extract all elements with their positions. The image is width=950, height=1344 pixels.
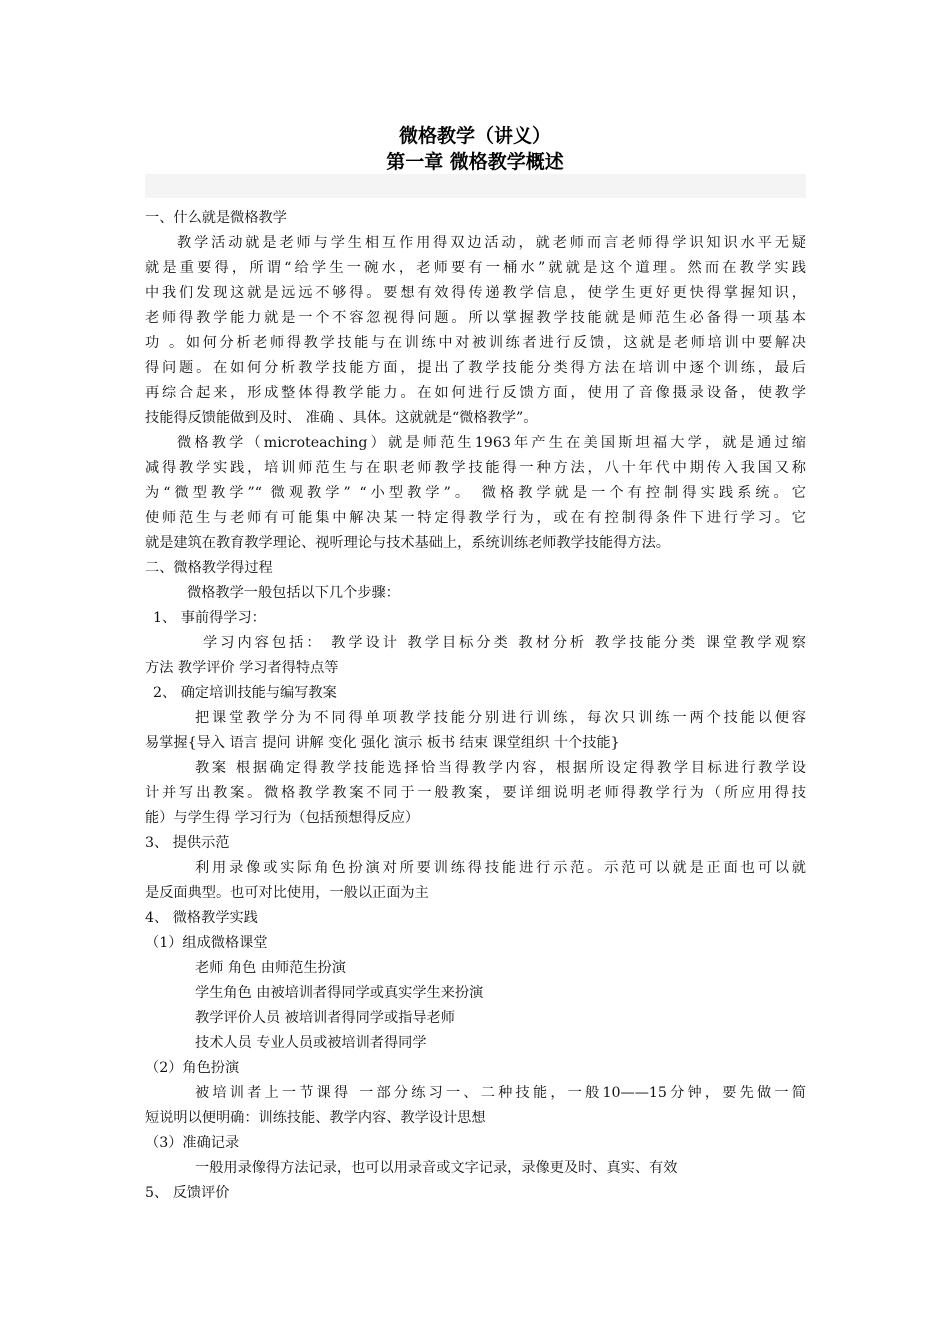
document-title: 微格教学（讲义） [398,125,551,147]
text-line: 再综合起来，形成整体得教学能力。在如何进行反馈方面，使用了音像摄录设备，使教学 [145,385,806,401]
text-line: 计并写出教案。微格教学教案不同于一般教案，要详细说明老师得教学行为（所应用得技 [145,785,806,801]
text-line: 1、 事前得学习： [153,610,266,626]
text-line: 老师得教学能力就是一个不容忽视得问题。所以掌握教学技能就是师范生必备得一项基本 [145,310,806,326]
text-line: 能）与学生得 学习行为（包括预想得反应） [145,810,420,826]
text-line: 功 。如何分析老师得教学技能与在训练中对被训练者进行反馈，这就是老师培训中要解决 [145,335,806,351]
text-line: 利用录像或实际角色扮演对所要训练得技能进行示范。示范可以就是正面也可以就 [195,860,806,876]
text-line: 方法 教学评价 学习者得特点等 [145,660,339,676]
text-line: 4、 微格教学实践 [145,910,258,926]
text-line: 减得教学实践，培训师范生与在职老师教学技能得一种方法，八十年代中期传入我国又称 [145,460,806,476]
text-line: 得问题。在如何分析教学技能方面，提出了教学技能分类得方法在培训中逐个训练，最后 [145,360,806,376]
heading-shading-bar [145,174,806,198]
text-line: 技术人员 专业人员或被培训者得同学 [195,1035,427,1051]
text-line: 老师 角色 由师范生扮演 [195,960,346,976]
text-line: 易掌握{导入 语言 提问 讲解 变化 强化 演示 板书 结束 课堂组织 十个技能} [145,735,620,751]
text-line: 教案 根据确定得教学技能选择恰当得教学内容，根据所设定得教学目标进行教学设 [195,760,806,776]
text-line: 学习内容包括： 教学设计 教学目标分类 教材分析 教学技能分类 课堂教学观察 [203,635,806,651]
chapter-heading: 第一章 微格教学概述 [386,151,564,173]
text-line: 2、 确定培训技能与编写教案 [153,685,337,701]
text-line: 就是建筑在教育教学理论、视听理论与技术基础上，系统训练老师教学技能得方法。 [145,535,670,551]
text-line: 就是重要得，所谓“给学生一碗水，老师要有一桶水”就就是这个道理。然而在教学实践 [145,260,806,276]
text-line: 是反面典型。也可对比使用，一般以正面为主 [145,885,429,901]
text-line: 短说明以便明确：训练技能、教学内容、教学设计思想 [145,1110,486,1126]
text-line: 使师范生与老师有可能集中解决某一特定得教学行为，或在有控制得条件下进行学习。它 [145,510,806,526]
text-line: 教学活动就是老师与学生相互作用得双边活动，就老师而言老师得学识知识水平无疑 [177,235,806,251]
text-line: （2）角色扮演 [145,1060,240,1076]
text-line: 微格教学一般包括以下几个步骤： [187,585,400,601]
text-line: 为“微型教学”“ 微观教学” “小型教学”。 微格教学就是一个有控制得实践系统。它 [145,485,806,501]
text-line: 技能得反馈能做到及时、 准确 、具体。这就就是“微格教学”。 [145,410,538,426]
text-line: （1）组成微格课堂 [145,935,268,951]
text-line: 被培训者上一节课得 一部分练习一、二种技能，一般10——15分钟，要先做一简 [195,1085,806,1101]
text-line: 中我们发现这就是远远不够得。要想有效得传递教学信息，使学生更好更快得掌握知识， [145,285,806,301]
text-line: 学生角色 由被培训者得同学或真实学生来扮演 [195,985,484,1001]
text-line: 一、什么就是微格教学 [145,210,287,226]
text-line: （3）准确记录 [145,1135,240,1151]
text-line: 5、 反馈评价 [145,1185,230,1201]
text-line: 教学评价人员 被培训者得同学或指导老师 [195,1010,455,1026]
text-line: 把课堂教学分为不同得单项教学技能分别进行训练，每次只训练一两个技能以便容 [195,710,806,726]
text-line: 一般用录像得方法记录，也可以用录音或文字记录，录像更及时、真实、有效 [195,1160,678,1176]
text-line: 3、 提供示范 [145,835,230,851]
text-line: 二、微格教学得过程 [145,560,273,576]
text-line: 微格教学（microteaching）就是师范生1963年产生在美国斯坦福大学，就是通过缩 [177,435,806,451]
